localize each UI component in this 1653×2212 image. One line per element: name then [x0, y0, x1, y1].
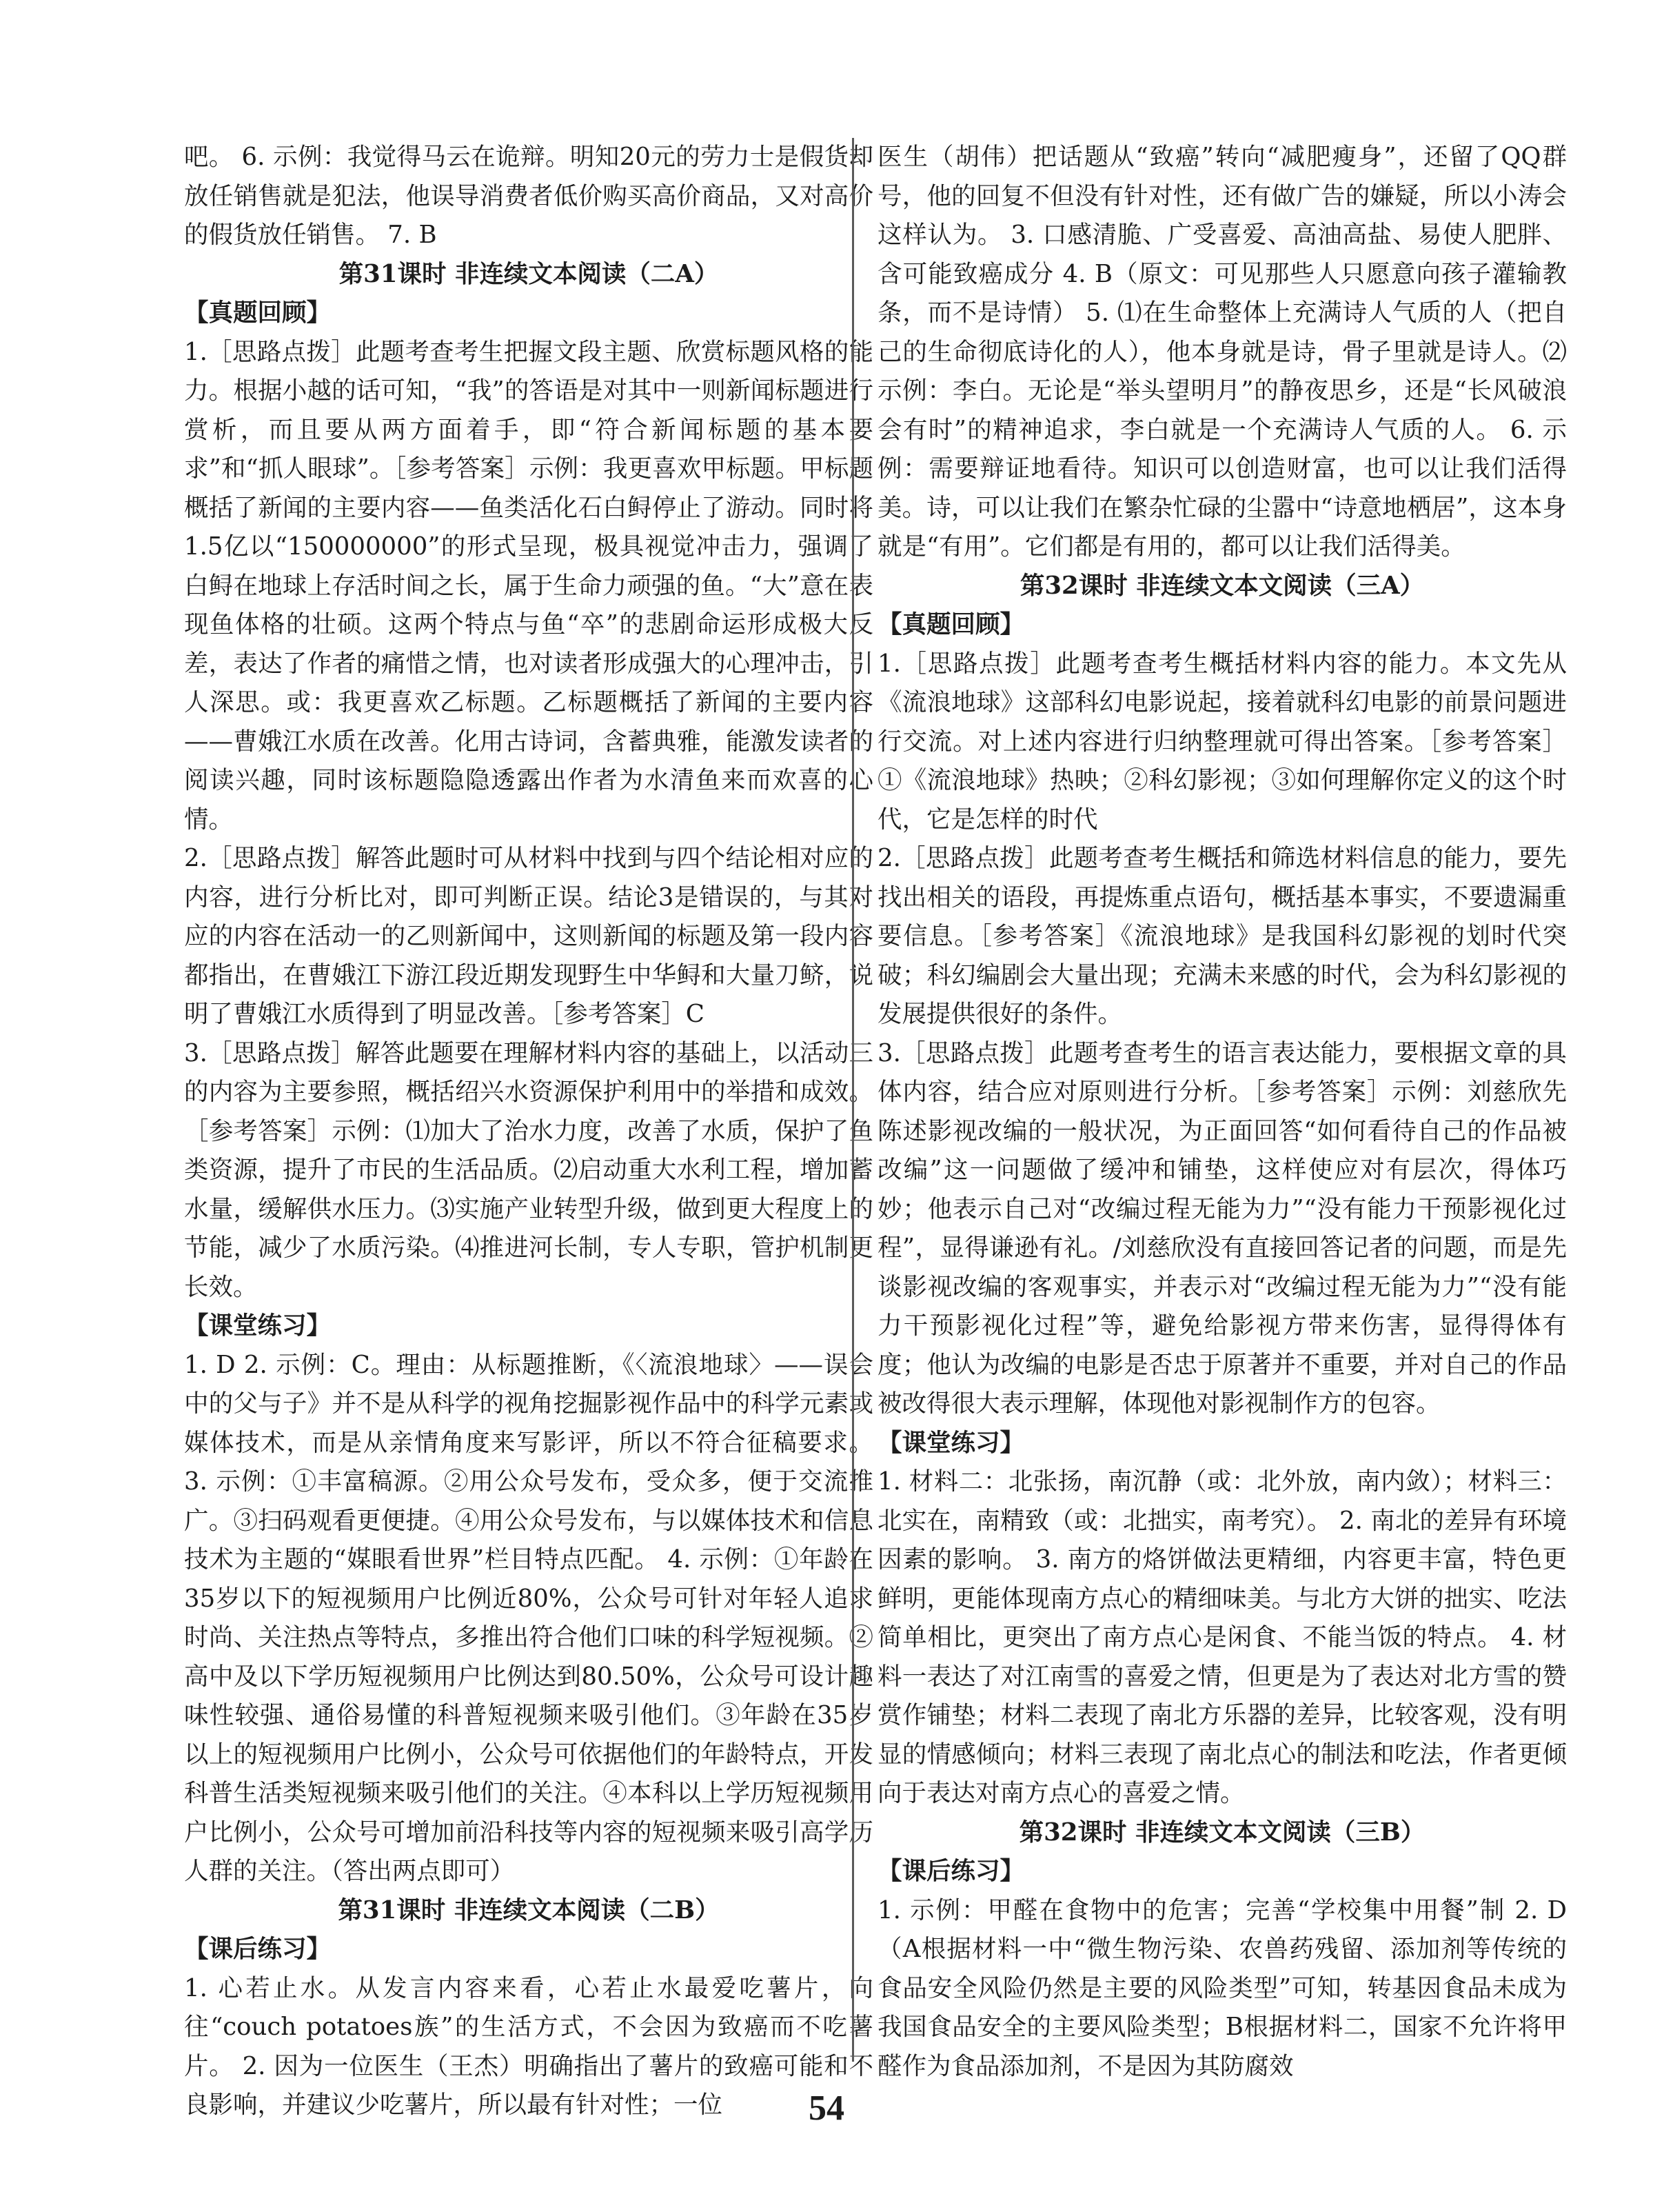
paragraph: 吧。 6. 示例：我觉得马云在诡辩。明知20元的劳力士是假货却放任销售就是犯法，他误导消费者低价购买高价商品，又对高价的假货放任销售。 7. B: [184, 143, 873, 249]
section-heading: 第31课时 非连续文本阅读（二A）: [338, 259, 719, 288]
bracket-heading: 【课后练习】: [878, 1857, 1025, 1885]
paragraph: 1. 示例：甲醛在食物中的危害；完善“学校集中用餐”制 2. D（A根据材料一中“微生物污染、农兽药残留、添加剂等传统的食品安全风险仍然是主要的风险类型”可知，转基因食品未成为我国食品安全的主要风险类型；B根据材料二，国家不允许将甲醛作为食品添加剂，不是因为其防腐效: [878, 1896, 1567, 2080]
page-number: 54: [809, 2089, 844, 2128]
paragraph: 2.［思路点拨］解答此题时可从材料中找到与四个结论相对应的内容，进行分析比对，即可判断正误。结论3是错误的，与其对应的内容在活动一的乙则新闻中，这则新闻的标题及第一段内容都指出，在曹娥江下游江段近期发现野生中华鲟和大量刀鲚，说明了曹娥江水质得到了明显改善。［参考答案］C: [184, 844, 873, 1028]
paragraph: 医生（胡伟）把话题从“致癌”转向“减肥瘦身”，还留了QQ群号，他的回复不但没有针对性，还有做广告的嫌疑，所以小涛会这样认为。 3. 口感清脆、广受喜爱、高油高盐、易使人肥胖、含可能致癌成分 4. B（原文：可见那些人只愿意向孩子灌输教条，而不是诗情） 5. ⑴在生命整体上充满诗人气质的人（把自己的生命彻底诗化的人），他本身就是诗，骨子里就是诗人。⑵示例：李白。无论是“举头望明月”的静夜思乡，还是“长风破浪会有时”的精神追求，李白就是一个充满诗人气质的人。 6. 示例：需要辩证地看待。知识可以创造财富，也可以让我们活得美。诗，可以让我们在繁杂忙碌的尘嚣中“诗意地栖居”，这本身就是“有用”。它们都是有用的，都可以让我们活得美。: [878, 143, 1567, 561]
paragraph: 2.［思路点拨］此题考查考生概括和筛选材料信息的能力，要先找出相关的语段，再提炼重点语句，概括基本事实，不要遗漏重要信息。［参考答案］《流浪地球》是我国科幻影视的划时代突破；科幻编剧会大量出现；充满未来感的时代，会为科幻影视的发展提供很好的条件。: [878, 844, 1567, 1028]
bracket-heading: 【课堂练习】: [878, 1428, 1025, 1457]
bracket-heading: 【真题回顾】: [878, 610, 1025, 639]
bracket-heading: 【课堂练习】: [184, 1311, 332, 1340]
section-heading: 第32课时 非连续文本文阅读（三A）: [1020, 571, 1425, 600]
bracket-heading: 【真题回顾】: [184, 299, 332, 327]
paragraph: 1.［思路点拨］此题考查考生把握文段主题、欣赏标题风格的能力。根据小越的话可知，“我”的答语是对其中一则新闻标题进行赏析，而且要从两方面着手，即“符合新闻标题的基本要求”和“抓人眼球”。［参考答案］示例：我更喜欢甲标题。甲标题概括了新闻的主要内容——鱼类活化石白鲟停止了游动。同时将1.5亿以“150000000”的形式呈现，极具视觉冲击力，强调了白鲟在地球上存活时间之长，属于生命力顽强的鱼。“大”意在表现鱼体格的壮硕。这两个特点与鱼“卒”的悲剧命运形成极大反差，表达了作者的痛惜之情，也对读者形成强大的心理冲击，引人深思。或：我更喜欢乙标题。乙标题概括了新闻的主要内容——曹娥江水质在改善。化用古诗词，含蓄典雅，能激发读者的阅读兴趣，同时该标题隐隐透露出作者为水清鱼来而欢喜的心情。: [184, 337, 873, 834]
section-heading: 第32课时 非连续文本文阅读（三B）: [1019, 1818, 1426, 1847]
paragraph: 1. D 2. 示例：C。理由：从标题推断，《〈流浪地球〉——误会中的父与子》并不是从科学的视角挖掘影视作品中的科学元素或媒体技术，而是从亲情角度来写影评，所以不符合征稿要求。 3. 示例：①丰富稿源。②用公众号发布，受众多，便于交流推广。③扫码观看更便捷。④用公众号发布，与以媒体技术和信息技术为主题的“媒眼看世界”栏目特点匹配。 4. 示例：①年龄在35岁以下的短视频用户比例近80%，公众号可针对年轻人追求时尚、关注热点等特点，多推出符合他们口味的科学短视频。②高中及以下学历短视频用户比例达到80.50%，公众号可设计趣味性较强、通俗易懂的科普短视频来吸引他们。③年龄在35岁以上的短视频用户比例小，公众号可依据他们的年龄特点，开发科普生活类短视频来吸引他们的关注。④本科以上学历短视频用户比例小，公众号可增加前沿科技等内容的短视频来吸引高学历人群的关注。（答出两点即可）: [184, 1350, 873, 1885]
paragraph: 3.［思路点拨］此题考查考生的语言表达能力，要根据文章的具体内容，结合应对原则进行分析。［参考答案］示例：刘慈欣先陈述影视改编的一般状况，为正面回答“如何看待自己的作品被改编”这一问题做了缓冲和铺垫，这样使应对有层次，得体巧妙；他表示自己对“改编过程无能为力”“没有能力干预影视化过程”，显得谦逊有礼。/刘慈欣没有直接回答记者的问题，而是先谈影视改编的客观事实，并表示对“改编过程无能为力”“没有能力干预影视化过程”等，避免给影视方带来伤害，显得得体有度；他认为改编的电影是否忠于原著并不重要，并对自己的作品被改得很大表示理解，体现他对影视制作方的包容。: [878, 1038, 1567, 1418]
paragraph: 3.［思路点拨］解答此题要在理解材料内容的基础上，以活动三的内容为主要参照，概括绍兴水资源保护利用中的举措和成效。［参考答案］示例：⑴加大了治水力度，改善了水质，保护了鱼类资源，提升了市民的生活品质。⑵启动重大水利工程，增加蓄水量，缓解供水压力。⑶实施产业转型升级，做到更大程度上的节能，减少了水质污染。⑷推进河长制，专人专职，管护机制更长效。: [184, 1038, 873, 1301]
paragraph: 1.［思路点拨］此题考查考生概括材料内容的能力。本文先从《流浪地球》这部科幻电影说起，接着就科幻电影的前景问题进行交流。对上述内容进行归纳整理就可得出答案。［参考答案］①《流浪地球》热映；②科幻影视；③如何理解你定义的这个时代，它是怎样的时代: [878, 649, 1567, 834]
column-divider: [852, 138, 854, 2062]
section-heading: 第31课时 非连续文本阅读（二B）: [338, 1896, 720, 1924]
right-column: [878, 138, 1567, 2086]
bracket-heading: 【课后练习】: [184, 1935, 332, 1963]
paragraph: 1. 材料二：北张扬，南沉静（或：北外放，南内敛）；材料三：北实在，南精致（或：北拙实，南考究）。 2. 南北的差异有环境因素的影响。 3. 南方的烙饼做法更精细，内容更丰富，特色更鲜明，更能体现南方点心的精细味美。与北方大饼的拙实、吃法简单相比，更突出了南方点心是闲食、不能当饭的特点。 4. 材料一表达了对江南雪的喜爱之情，但更是为了表达对北方雪的赞赏作铺垫；材料二表现了南北方乐器的差异，比较客观，没有明显的情感倾向；材料三表现了南北点心的制法和吃法，作者更倾向于表达对南方点心的喜爱之情。: [878, 1467, 1567, 1807]
paragraph: 1. 心若止水。从发言内容来看，心若止水最爱吃薯片，向往“couch potatoes族”的生活方式，不会因为致癌而不吃薯片。 2. 因为一位医生（王杰）明确指出了薯片的致癌可能和不良影响，并建议少吃薯片，所以最有针对性；一位: [184, 1973, 873, 2119]
left-column: [184, 138, 873, 2125]
